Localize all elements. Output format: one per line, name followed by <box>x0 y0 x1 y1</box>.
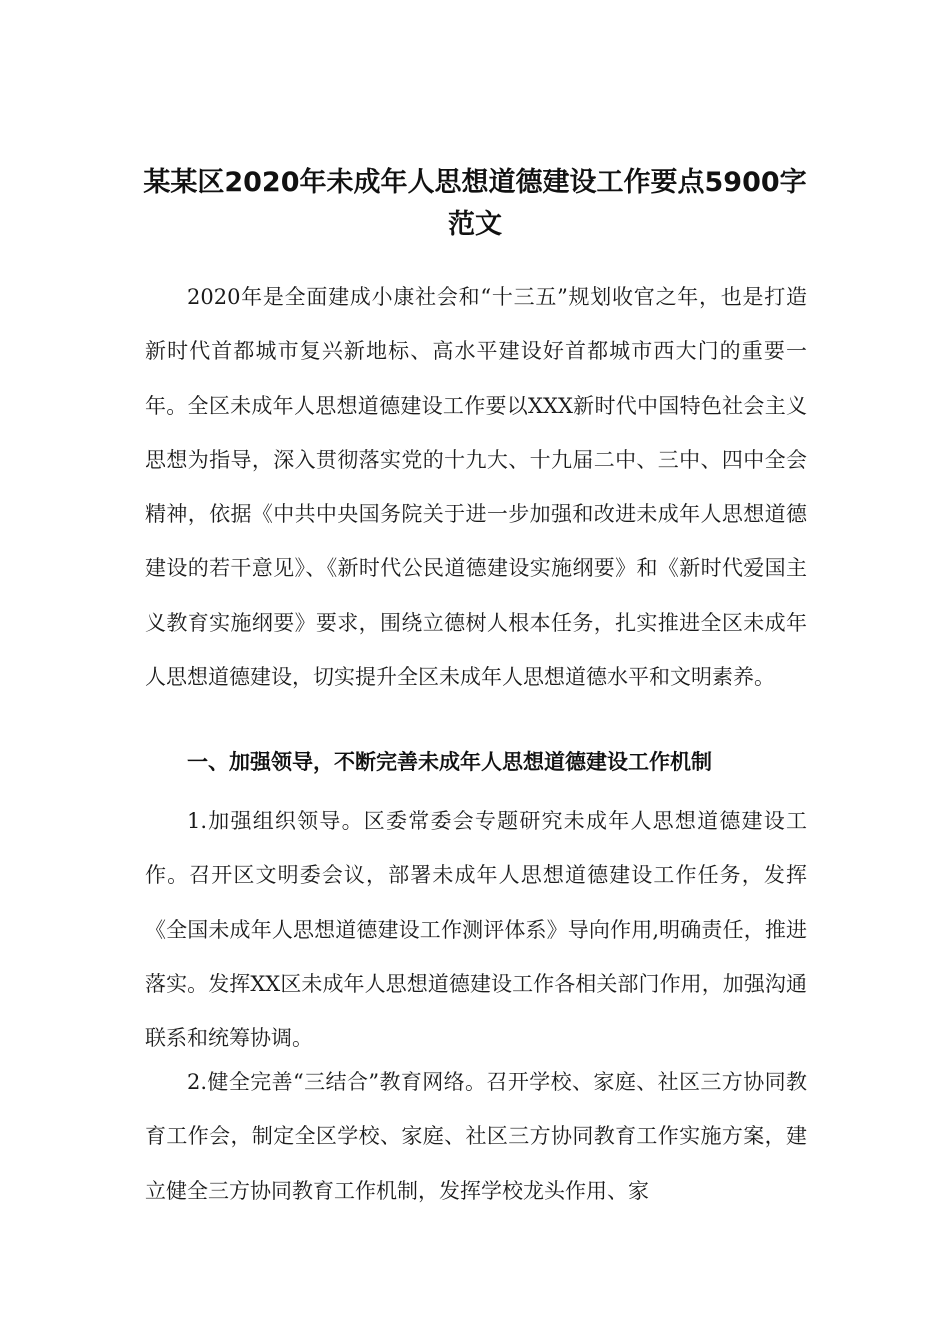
item-1-section <box>145 794 807 1065</box>
item-1-paragraph: 1.加强组织领导。区委常委会专题研究未成年人思想道德建设工作。召开区文明委会议，部署未成年人思想道德建设工作任务，发挥《全国未成年人思想道德建设工作测评体系》导向作用,明确责任，推进落实。发挥XX区未成年人思想道德建设工作各相关部门作用，加强沟通联系和统筹协调。 <box>145 809 807 1051</box>
intro-paragraph: 2020年是全面建成小康社会和“十三五”规划收官之年，也是打造新时代首都城市复兴新地标、高水平建设好首都城市西大门的重要一年。全区未成年人思想道德建设工作要以XXX新时代中国特色社会主义思想为指导，深入贯彻落实党的十九大、十九届二中、三中、四中全会精神，依据《中共中央国务院关于进一步加强和改进未成年人思想道德建设的若干意见》、《新时代公民道德建设实施纲要》和《新时代爱国主义教育实施纲要》要求，围绕立德树人根本任务，扎实推进全区未成年人思想道德建设，切实提升全区未成年人思想道德水平和文明素养。 <box>145 285 807 690</box>
section-1-heading: 一、加强领导，不断完善未成年人思想道德建设工作机制 <box>187 750 712 774</box>
intro-section <box>145 270 807 704</box>
item-2-paragraph: 2.健全完善“三结合”教育网络。召开学校、家庭、社区三方协同教育工作会，制定全区学校、家庭、社区三方协同教育工作实施方案，建立健全三方协同教育工作机制，发挥学校龙头作用、家 <box>145 1070 807 1203</box>
document-title: 某某区2020年未成年人思想道德建设工作要点5900字范文 <box>143 167 807 240</box>
item-2-section <box>145 1055 807 1218</box>
